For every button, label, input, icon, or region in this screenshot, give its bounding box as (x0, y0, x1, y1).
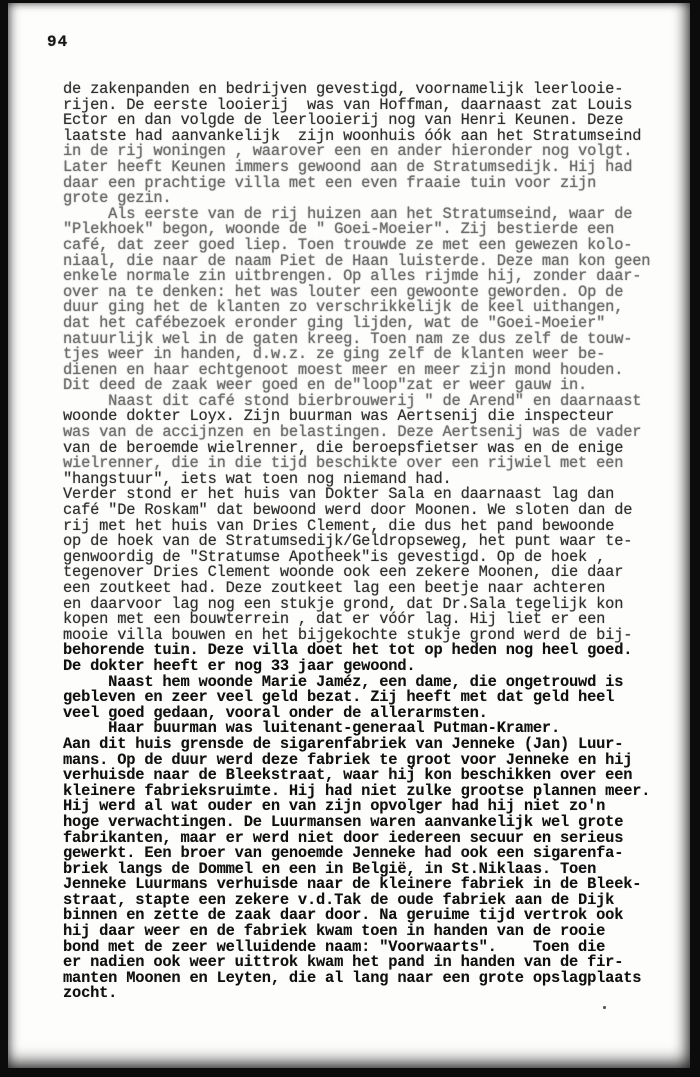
text-line: niaal, die naar de naam Piet de Haan luisterde. Deze man kon geen (63, 251, 651, 270)
text-line: er nadien ook weer uittrok kwam het pand in handen van de fir- (63, 953, 624, 972)
text-line: behorende tuin. Deze villa doet het tot op heden nog heel goed. (63, 641, 633, 660)
text-line: mooie villa bouwen en het bijgekochte stukje grond werd de bij- (63, 625, 633, 644)
text-line: de zakenpanden en bedrijven gevestigd, voornamelijk leerlooie- (63, 80, 624, 98)
text-line: Ector en dan volgde de leerlooierij nog van Henri Keunen. Deze (63, 111, 624, 130)
text-line: Als eerste van de rij huizen aan het Stratumseind, waar de (63, 204, 633, 223)
text-line: dienen en haar echtgenoot moest meer en meer zijn mond houden. (63, 360, 624, 379)
text-line: was van de accijnzen en belastingen. Deze Aertsenij was de vader (63, 423, 642, 442)
text-line: Naast dit café stond bierbrouwerij " de Arend" en daarnaast (63, 391, 642, 410)
text-line: fabrikanten, maar er werd niet door iedereen secuur en serieus (63, 828, 624, 847)
text-line: "hangstuur", iets wat toen nog niemand had. (63, 469, 452, 488)
text-block (63, 82, 683, 1002)
text-line: hoge verwachtingen. De Luurmansen waren aanvankelijk wel grote (63, 812, 624, 831)
text-line: over na te denken: het was louter een gewoonte geworden. Op de (63, 282, 624, 301)
text-line: wielrenner, die in die tijd beschikte over een rijwiel met een (63, 454, 624, 473)
text-line: binnen en zette de zaak daar door. Na geruime tijd vertrok ook (63, 906, 624, 925)
text-line: Haar buurman was luitenant-generaal Putman-Kramer. (63, 719, 560, 738)
text-line: woonde dokter Loyx. Zijn buurman was Aertsenij die inspecteur (63, 407, 615, 426)
text-line: Hij werd al wat ouder en van zijn opvolger had hij niet zo'n (63, 797, 606, 816)
text-line: café, dat zeer goed liep. Toen trouwde ze met een gewezen kolo- (63, 235, 633, 254)
page-number: 94 (47, 33, 69, 51)
text-line: dat het cafébezoek eronder ging lijden, wat de "Goei-Moeier" (63, 313, 606, 332)
scan-speck (603, 1006, 606, 1009)
text-line: veel goed gedaan, vooral onder de allerarmsten. (63, 703, 488, 722)
text-line: mans. Op de duur werd deze fabriek te groot voor Jenneke en hij (63, 750, 633, 769)
text-line: van de beroemde wielrenner, die beroepsfietser was en de enige (63, 438, 624, 457)
text-line: grote gezin. (63, 189, 172, 208)
text-line: verhuisde naar de Bleekstraat, waar hij kon beschikken over een (63, 766, 633, 785)
text-line: tegenover Dries Clement woonde ook een zekere Moonen, die daar (63, 563, 624, 582)
text-line: zocht. (63, 984, 118, 1003)
text-line: manten Moonen en Leyten, die al lang naar een grote opslagplaats (63, 968, 642, 987)
text-line: bond met de zeer welluidende naam: "Voorwaarts". Toen die (63, 937, 606, 956)
text-line: Verder stond er het huis van Dokter Sala en daarnaast lag dan (63, 485, 615, 504)
text-line: rijen. De eerste looierij was van Hoffman, daarnaast zat Louis (63, 95, 633, 114)
text-line: Dit deed de zaak weer goed en de"loop"zat er weer gauw in. (63, 376, 588, 395)
text-line: in de rij woningen , waarover een en ander hieronder nog volgt. (63, 142, 633, 161)
text-line: enkele normale zin uitbrengen. Op alles rijmde hij, zonder daar- (63, 267, 642, 286)
text-line: daar een prachtige villa met een even fraaie tuin voor zijn (63, 173, 597, 192)
text-line: Naast hem woonde Marie Jaméz, een dame, die ongetrouwd is (63, 672, 624, 691)
text-line: "Plekhoek" begon, woonde de " Goei-Moeier". Zij bestierde een (63, 220, 615, 239)
text-line: gebleven en zeer veel geld bezat. Zij heeft met dat geld heel (63, 688, 615, 707)
text-line: duur ging het de klanten zo verschrikkelijk de keel uithangen, (63, 298, 624, 317)
text-line: kopen met een bouwterrein , dat er vóór lag. Hij liet er een (63, 610, 606, 629)
text-line: op de hoek van de Stratumsedijk/Geldropseweg, het punt waar te- (63, 532, 633, 551)
text-line: Aan dit huis grensde de sigarenfabriek van Jenneke (Jan) Luur- (63, 734, 624, 753)
text-line: tjes weer in handen, d.w.z. ze ging zelf de klanten weer be- (63, 345, 606, 364)
text-line: De dokter heeft er nog 33 jaar gewoond. (63, 656, 416, 675)
text-line: briek langs de Dommel en een in België, in St.Niklaas. Toen (63, 859, 597, 878)
text-line: laatste had aanvankelijk zijn woonhuis óók aan het Stratumseind (63, 126, 642, 145)
text-line: straat, stapte een zekere v.d.Tak de oude fabriek aan de Dijk (63, 890, 615, 909)
text-line: genwoordig de "Stratumse Apotheek"is gevestigd. Op de hoek , (63, 547, 606, 566)
text-line: café "De Roskam" dat bewoond werd door Moonen. We sloten dan de (63, 501, 633, 520)
text-line: kleinere fabrieksruimte. Hij had niet zulke grootse plannen meer. (63, 781, 651, 800)
text-line: natuurlijk wel in de gaten kreeg. Toen nam ze dus zelf de touw- (63, 329, 633, 348)
text-line: gewerkt. Een broer van genoemde Jenneke had ook een sigarenfa- (63, 844, 624, 863)
text-line: hij daar weer en de fabriek kwam toen in handen van de rooie (63, 922, 606, 941)
text-line: Later heeft Keunen immers gewoond aan de Stratumsedijk. Hij had (63, 157, 633, 176)
text-line: en daarvoor lag nog een stukje grond, dat Dr.Sala tegelijk kon (63, 594, 624, 613)
text-line: een zoutkeet had. Deze zoutkeet lag een beetje naar achteren (63, 579, 606, 597)
text-line: rij met het huis van Dries Clement, die dus het pand bewoonde (63, 516, 615, 535)
text-line: Jenneke Luurmans verhuisde naar de kleinere fabriek in de Bleek- (63, 875, 642, 894)
